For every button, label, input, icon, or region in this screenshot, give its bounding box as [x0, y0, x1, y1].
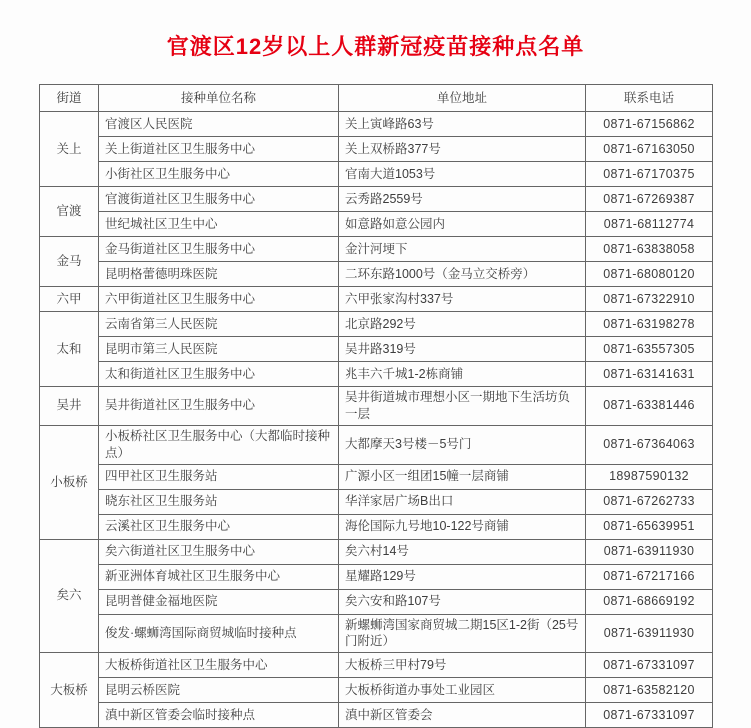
table-row: [40, 703, 713, 728]
phone-cell: 0871-67331097: [586, 703, 713, 728]
address-cell: 官南大道1053号: [339, 162, 586, 187]
address-cell: 吴井街道城市理想小区一期地下生活坊负一层: [339, 387, 586, 426]
unit-name-cell: 俊发·螺蛳湾国际商贸城临时接种点: [99, 614, 339, 653]
street-cell: 太和: [40, 312, 99, 387]
address-cell: 星耀路129号: [339, 564, 586, 589]
header-street: 街道: [40, 85, 99, 112]
phone-cell: 0871-67156862: [586, 112, 713, 137]
address-cell: 六甲张家沟村337号: [339, 287, 586, 312]
unit-name-cell: 昆明市第三人民医院: [99, 337, 339, 362]
unit-name-cell: 官渡街道社区卫生服务中心: [99, 187, 339, 212]
address-cell: 华洋家居广场B出口: [339, 489, 586, 514]
phone-cell: 0871-68080120: [586, 262, 713, 287]
address-cell: 关上双桥路377号: [339, 137, 586, 162]
street-cell: 矣六: [40, 539, 99, 653]
table-row: [40, 464, 713, 489]
header-address: 单位地址: [339, 85, 586, 112]
unit-name-cell: 金马街道社区卫生服务中心: [99, 237, 339, 262]
phone-cell: 0871-63582120: [586, 678, 713, 703]
table-row: [40, 312, 713, 337]
table-row: [40, 287, 713, 312]
header-unit-name: 接种单位名称: [99, 85, 339, 112]
unit-name-cell: 昆明格蕾德明珠医院: [99, 262, 339, 287]
table-row: [40, 387, 713, 426]
phone-cell: 0871-68112774: [586, 212, 713, 237]
unit-name-cell: 滇中新区管委会临时接种点: [99, 703, 339, 728]
address-cell: 兆丰六千城1-2栋商铺: [339, 362, 586, 387]
phone-cell: 0871-67364063: [586, 425, 713, 464]
phone-cell: 0871-63381446: [586, 387, 713, 426]
phone-cell: 18987590132: [586, 464, 713, 489]
phone-cell: 0871-63838058: [586, 237, 713, 262]
table-body: [40, 112, 713, 728]
table-row: [40, 212, 713, 237]
unit-name-cell: 矣六街道社区卫生服务中心: [99, 539, 339, 564]
unit-name-cell: 昆明普健金福地医院: [99, 589, 339, 614]
unit-name-cell: 世纪城社区卫生中心: [99, 212, 339, 237]
phone-cell: 0871-67170375: [586, 162, 713, 187]
table-row: [40, 564, 713, 589]
table-row: [40, 653, 713, 678]
unit-name-cell: 六甲街道社区卫生服务中心: [99, 287, 339, 312]
address-cell: 吴井路319号: [339, 337, 586, 362]
table-row: [40, 112, 713, 137]
phone-cell: 0871-67269387: [586, 187, 713, 212]
table-row: [40, 589, 713, 614]
phone-cell: 0871-63911930: [586, 539, 713, 564]
address-cell: 矣六安和路107号: [339, 589, 586, 614]
table-row: [40, 137, 713, 162]
phone-cell: 0871-67331097: [586, 653, 713, 678]
phone-cell: 0871-67322910: [586, 287, 713, 312]
street-cell: 小板桥: [40, 425, 99, 539]
unit-name-cell: 昆明云桥医院: [99, 678, 339, 703]
phone-cell: 0871-63141631: [586, 362, 713, 387]
table-row: [40, 337, 713, 362]
vaccination-sites-table: [39, 84, 713, 728]
address-cell: 关上寅峰路63号: [339, 112, 586, 137]
table-row: [40, 614, 713, 653]
table-row: [40, 262, 713, 287]
unit-name-cell: 新亚洲体育城社区卫生服务中心: [99, 564, 339, 589]
address-cell: 大板桥街道办事处工业园区: [339, 678, 586, 703]
street-cell: 六甲: [40, 287, 99, 312]
address-cell: 矣六村14号: [339, 539, 586, 564]
street-cell: 关上: [40, 112, 99, 187]
table-row: [40, 425, 713, 464]
address-cell: 新螺蛳湾国家商贸城二期15区1-2街（25号门附近）: [339, 614, 586, 653]
phone-cell: 0871-67262733: [586, 489, 713, 514]
unit-name-cell: 官渡区人民医院: [99, 112, 339, 137]
address-cell: 滇中新区管委会: [339, 703, 586, 728]
table-row: [40, 514, 713, 539]
address-cell: 广源小区一组团15幢一层商铺: [339, 464, 586, 489]
phone-cell: 0871-63911930: [586, 614, 713, 653]
table-row: [40, 162, 713, 187]
phone-cell: 0871-65639951: [586, 514, 713, 539]
table-row: [40, 362, 713, 387]
unit-name-cell: 云南省第三人民医院: [99, 312, 339, 337]
street-cell: 大板桥: [40, 653, 99, 728]
unit-name-cell: 小板桥社区卫生服务中心（大都临时接种点）: [99, 425, 339, 464]
table-header-row: [40, 85, 713, 112]
unit-name-cell: 太和街道社区卫生服务中心: [99, 362, 339, 387]
address-cell: 云秀路2559号: [339, 187, 586, 212]
phone-cell: 0871-63557305: [586, 337, 713, 362]
table-row: [40, 539, 713, 564]
unit-name-cell: 吴井街道社区卫生服务中心: [99, 387, 339, 426]
table-row: [40, 187, 713, 212]
street-cell: 吴井: [40, 387, 99, 426]
address-cell: 金汁河埂下: [339, 237, 586, 262]
unit-name-cell: 大板桥街道社区卫生服务中心: [99, 653, 339, 678]
address-cell: 海伦国际九号地10-122号商铺: [339, 514, 586, 539]
table-row: [40, 489, 713, 514]
phone-cell: 0871-67163050: [586, 137, 713, 162]
street-cell: 官渡: [40, 187, 99, 237]
address-cell: 如意路如意公园内: [339, 212, 586, 237]
address-cell: 大都摩天3号楼－5号门: [339, 425, 586, 464]
phone-cell: 0871-68669192: [586, 589, 713, 614]
unit-name-cell: 四甲社区卫生服务站: [99, 464, 339, 489]
page-title: 官渡区12岁以上人群新冠疫苗接种点名单: [166, 34, 585, 59]
unit-name-cell: 关上街道社区卫生服务中心: [99, 137, 339, 162]
address-cell: 二环东路1000号（金马立交桥旁）: [339, 262, 586, 287]
header-phone: 联系电话: [586, 85, 713, 112]
phone-cell: 0871-67217166: [586, 564, 713, 589]
table-row: [40, 237, 713, 262]
address-cell: 大板桥三甲村79号: [339, 653, 586, 678]
table-row: [40, 678, 713, 703]
unit-name-cell: 云溪社区卫生服务中心: [99, 514, 339, 539]
address-cell: 北京路292号: [339, 312, 586, 337]
unit-name-cell: 小街社区卫生服务中心: [99, 162, 339, 187]
unit-name-cell: 晓东社区卫生服务站: [99, 489, 339, 514]
phone-cell: 0871-63198278: [586, 312, 713, 337]
street-cell: 金马: [40, 237, 99, 287]
